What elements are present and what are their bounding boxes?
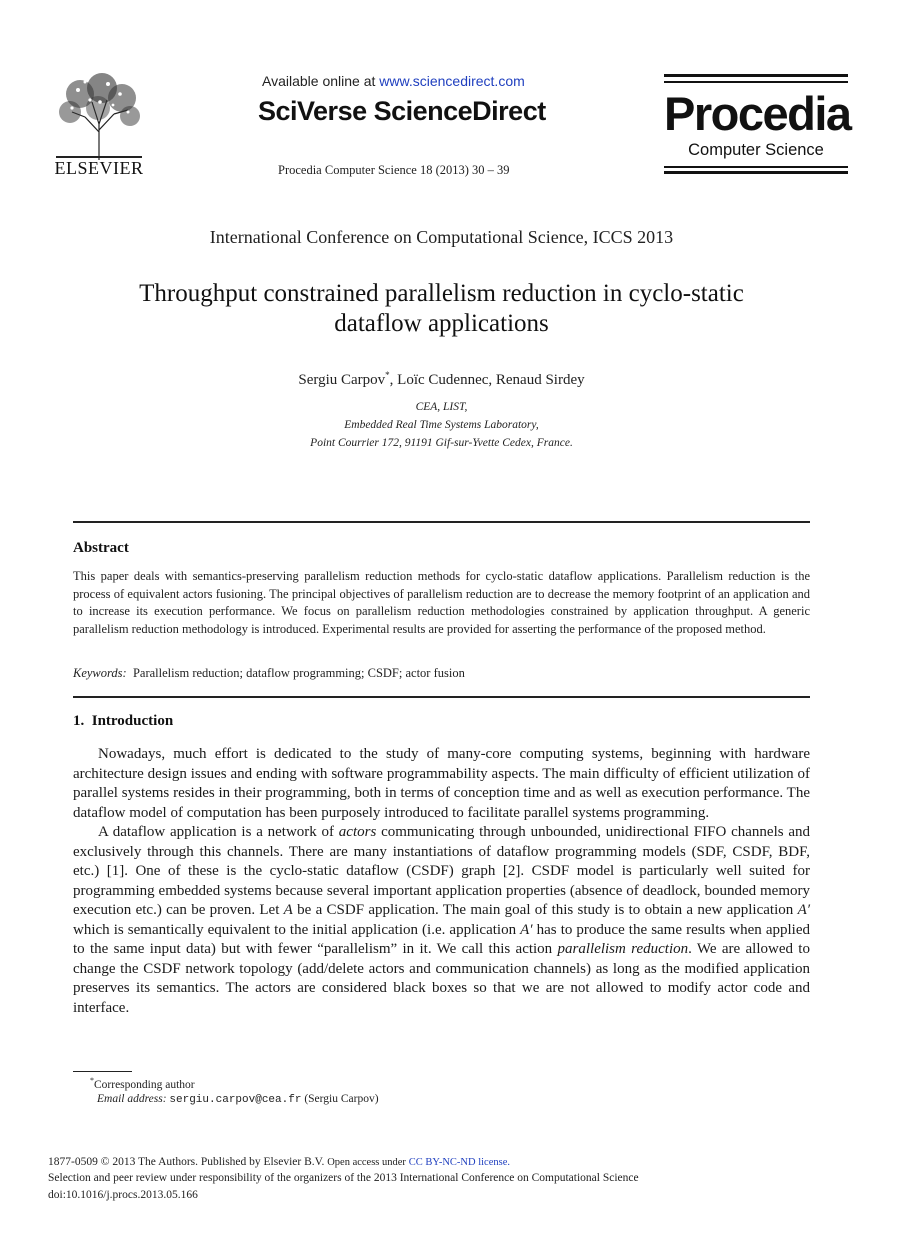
authors-rest: , Loïc Cudennec, Renaud Sirdey [389, 372, 585, 388]
footnote-text: Corresponding author [94, 1078, 195, 1091]
sciencedirect-link[interactable]: www.sciencedirect.com [379, 73, 525, 89]
introduction-body [73, 745, 810, 1018]
procedia-rule-top-2 [664, 81, 848, 83]
email-owner: (Sergiu Carpov) [304, 1093, 379, 1105]
abstract-heading: Abstract [73, 540, 129, 556]
author-carpov: Sergiu Carpov [298, 372, 386, 388]
intro-p2-text: has to produce the same results when applied to the same input data) but with fewer “parallelism” in it. We call this action [73, 921, 810, 957]
keywords-label: Keywords: [73, 666, 127, 680]
affiliation-line: Embedded Real Time Systems Laboratory, [344, 419, 539, 431]
copyright-line [48, 1156, 510, 1168]
procedia-rule-top-1 [664, 74, 848, 77]
journal-citation: Procedia Computer Science 18 (2013) 30 – 39 [278, 163, 510, 177]
elsevier-wordmark: ELSEVIER [54, 158, 144, 178]
footnote-email-line [97, 1093, 379, 1106]
abstract-body: This paper deals with semantics-preserving parallelism reduction methods for cyclo-static dataflow applications. Parallelism reduction is the process of equivalent actors fusioning. The principal objectives of parallelism reduction are to decrease the memory footprint of an application and to increase its execution performance. We focus on parallelism reduction methodologies constrained by application throughput. A generic parallelism reduction methodology is introduced. Experimental results are provided for asserting the performance of the proposed method. [73, 569, 810, 636]
doi-line: doi:10.1016/j.procs.2013.05.166 [48, 1189, 198, 1201]
keywords-values: Parallelism reduction; dataflow programming; CSDF; actor fusion [132, 666, 465, 680]
intro-paragraph-2 [73, 823, 810, 1018]
abstract-top-rule [73, 521, 810, 523]
paper-title-line-1: Throughput constrained parallelism reduction in cyclo-static [139, 280, 744, 307]
abstract-bottom-rule [73, 696, 810, 698]
peer-review-line: Selection and peer review under responsibility of the organizers of the 2013 International Conference on Computational Science [48, 1172, 639, 1184]
available-prefix: Available online at [262, 73, 380, 89]
corresponding-mark: * [385, 370, 390, 380]
author-list [0, 370, 883, 389]
intro-p2-text: which is semantically equivalent to the initial application (i.e. application [73, 921, 521, 938]
elsevier-logo [50, 72, 148, 180]
footnote-rule [73, 1071, 132, 1072]
intro-paragraph-1: Nowadays, much effort is dedicated to the study of many-core computing systems, beginning with hardware architecture design issues and ending with software programmability aspects. The main difficulty of efficient utilization of parallel systems resides in their programming, both in terms of conception time and as well as execution performance. The dataflow model of computation has been purposely introduced to facilitate parallel systems programming. [73, 746, 810, 821]
term-parallelism-reduction: parallelism reduction [557, 941, 689, 957]
term-actors: actors [338, 824, 377, 840]
elsevier-tree-icon [50, 72, 148, 162]
conference-name: International Conference on Computational Science, ICCS 2013 [209, 227, 674, 247]
affiliation [0, 398, 883, 452]
keywords-line [73, 666, 810, 681]
footnote-mark: * [90, 1076, 94, 1085]
intro-p2-text: A dataflow application is a network of [98, 824, 339, 840]
paper-title [0, 279, 883, 339]
intro-p2-text: be a CSDF application. The main goal of this study is to obtain a new application [292, 902, 798, 918]
available-online-line [262, 73, 525, 89]
procedia-logo [664, 74, 851, 174]
email-link[interactable]: sergiu.carpov@cea.fr [169, 1094, 302, 1106]
intro-p2-text: communicating through unbounded, unidirectional FIFO channels and exclusively through this channels. There are many instantiations of dataflow programming models (SDF, CSDF, BDF, etc.) [1]. One of these is the cyclo-static dataflow (CSDF) graph [2]. CSDF model is particularly well suited for programming embedded systems because several important application properties (absence of deadlock, bounded memory execution etc.) can be proven. Let [73, 824, 810, 918]
paper-title-line-2: dataflow applications [334, 310, 549, 337]
procedia-rule-bottom-2 [664, 171, 848, 174]
symbol-A: A [283, 902, 293, 918]
email-label: Email address: [97, 1093, 167, 1105]
procedia-wordmark: Procedia [664, 87, 851, 140]
procedia-rule-bottom-1 [664, 166, 848, 168]
affiliation-line: Point Courrier 172, 91191 Gif-sur-Yvette Cedex, France. [310, 437, 573, 449]
open-access-text: Open access under [327, 1157, 406, 1168]
intro-p2-text: . We are allowed to change the CSDF network topology (add/delete actors and communication channels) as long as the modified application preserves its semantics. The actors are considered black boxes so that we are not allowed to modify actor code and interface. [73, 941, 810, 1016]
copyright-text: 1877-0509 © 2013 The Authors. Published by Elsevier B.V. [48, 1156, 325, 1168]
section-heading-introduction: 1. Introduction [73, 713, 174, 729]
procedia-subtitle: Computer Science [688, 141, 824, 159]
affiliation-line: CEA, LIST, [415, 401, 468, 413]
sciverse-sciencedirect-logo: SciVerse ScienceDirect [258, 96, 546, 126]
symbol-A-prime: A′ [797, 902, 811, 918]
symbol-A-prime: A′ [520, 921, 533, 938]
footnote-corresponding [90, 1076, 195, 1091]
license-link[interactable]: CC BY-NC-ND license. [408, 1157, 510, 1168]
